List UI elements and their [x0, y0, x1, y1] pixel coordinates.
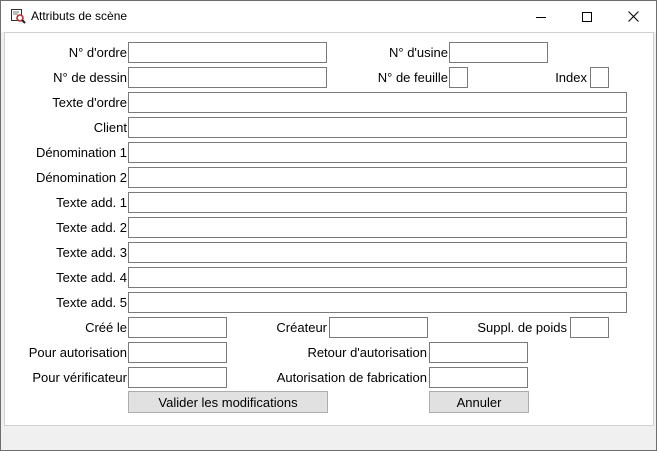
add-text-4-input[interactable]: [128, 267, 627, 288]
form-panel: [4, 32, 654, 426]
for-authorization-label: Pour autorisation: [28, 345, 127, 360]
for-checker-input[interactable]: [128, 367, 227, 388]
scene-attributes-app-icon: [10, 8, 26, 24]
for-authorization-input[interactable]: [128, 342, 227, 363]
client-label: Client: [93, 120, 127, 135]
add-text-3-label: Texte add. 3: [56, 245, 127, 260]
drawing-no-input[interactable]: [128, 67, 327, 88]
close-icon: [628, 11, 639, 22]
index-label: Index: [555, 70, 587, 85]
client-input[interactable]: [128, 117, 627, 138]
add-text-2-input[interactable]: [128, 217, 627, 238]
maximize-icon: [582, 12, 592, 22]
window-title: Attributs de scène: [31, 9, 128, 23]
cancel-button[interactable]: Annuler: [429, 391, 529, 413]
manufacturing-authorization-input[interactable]: [429, 367, 528, 388]
denomination-2-input[interactable]: [128, 167, 627, 188]
add-text-2-label: Texte add. 2: [56, 220, 127, 235]
authorization-return-label: Retour d'autorisation: [307, 345, 427, 360]
sheet-no-input[interactable]: [449, 67, 468, 88]
weight-suppl-input[interactable]: [570, 317, 609, 338]
close-button[interactable]: [610, 1, 656, 32]
drawing-no-label: N° de dessin: [53, 70, 127, 85]
weight-suppl-label: Suppl. de poids: [477, 320, 567, 335]
add-text-1-label: Texte add. 1: [56, 195, 127, 210]
creator-input[interactable]: [329, 317, 428, 338]
maximize-button[interactable]: [564, 1, 610, 32]
denomination-2-label: Dénomination 2: [35, 170, 127, 185]
minimize-button[interactable]: [518, 1, 564, 32]
denomination-1-label: Dénomination 1: [35, 145, 127, 160]
add-text-1-input[interactable]: [128, 192, 627, 213]
factory-no-input[interactable]: [449, 42, 548, 63]
minimize-icon: [536, 12, 546, 22]
factory-no-label: N° d'usine: [389, 45, 448, 60]
title-bar[interactable]: [1, 1, 656, 32]
index-input[interactable]: [590, 67, 609, 88]
validate-changes-button[interactable]: Valider les modifications: [128, 391, 328, 413]
add-text-5-input[interactable]: [128, 292, 627, 313]
for-checker-label: Pour vérificateur: [32, 370, 127, 385]
add-text-5-label: Texte add. 5: [56, 295, 127, 310]
order-text-input[interactable]: [128, 92, 627, 113]
add-text-3-input[interactable]: [128, 242, 627, 263]
order-text-label: Texte d'ordre: [52, 95, 127, 110]
denomination-1-input[interactable]: [128, 142, 627, 163]
authorization-return-input[interactable]: [429, 342, 528, 363]
created-on-input[interactable]: [128, 317, 227, 338]
sheet-no-label: N° de feuille: [377, 70, 448, 85]
add-text-4-label: Texte add. 4: [56, 270, 127, 285]
created-on-label: Créé le: [85, 320, 127, 335]
order-no-label: N° d'ordre: [68, 45, 127, 60]
order-no-input[interactable]: [128, 42, 327, 63]
manufacturing-authorization-label: Autorisation de fabrication: [276, 370, 427, 385]
creator-label: Créateur: [276, 320, 327, 335]
